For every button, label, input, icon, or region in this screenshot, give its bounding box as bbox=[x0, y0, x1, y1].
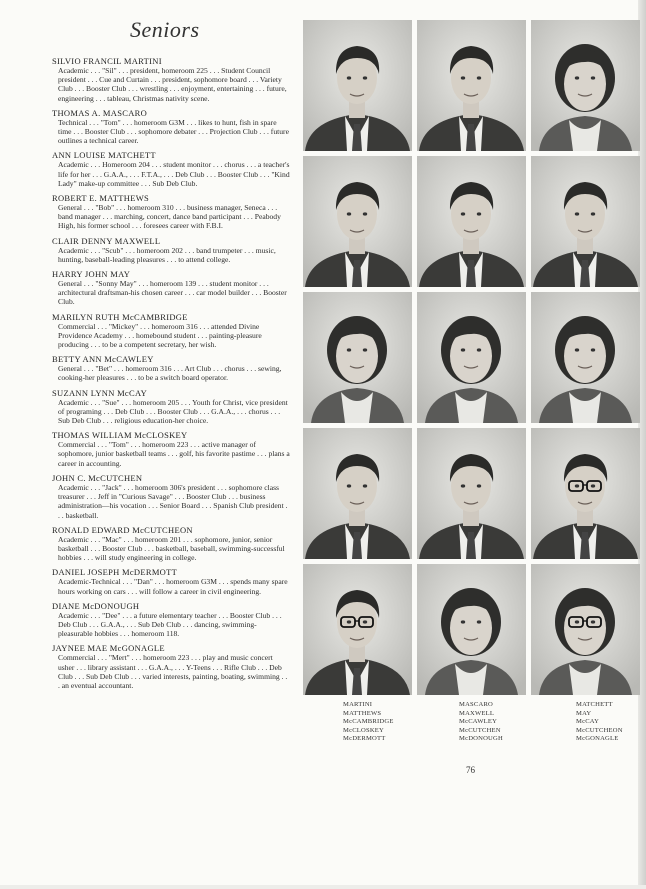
senior-portrait bbox=[417, 20, 526, 151]
senior-bio bbox=[52, 150, 290, 188]
senior-description: Academic . . . Homeroom 204 . . . student monitor . . . chorus . . . a teacher's life for her . . . G.A.A., . . . F.T.A., . . . Deb Club . . . Booster Club . . . "Kind Lady" make-up committee . . . Sub Deb Club. bbox=[58, 160, 290, 188]
senior-portrait bbox=[303, 564, 412, 695]
senior-name: JOHN C. McCUTCHEN bbox=[52, 472, 143, 483]
senior-description: Technical . . . "Tom" . . . homeroom G3M . . . likes to hunt, fish in spare time . . . Booster Club . . . sophomore debater . . . Projection Club . . . future outlines a technical career. bbox=[58, 117, 289, 146]
senior-bio bbox=[52, 525, 290, 563]
senior-bio bbox=[52, 108, 290, 146]
senior-bio bbox=[52, 473, 290, 520]
caption-name: MATTHEWS bbox=[343, 709, 382, 717]
senior-name: MARILYN RUTH McCAMBRIDGE bbox=[52, 311, 188, 322]
senior-name: HARRY JOHN MAY bbox=[52, 269, 131, 280]
senior-description: Commercial . . . "Tom" . . . homeroom 223 . . . active manager of sophomore, junior basketball teams . . . golf, his favorite pastime . . . plans a career in accounting. bbox=[58, 440, 290, 468]
senior-bio bbox=[52, 601, 290, 639]
senior-portrait bbox=[531, 564, 640, 695]
senior-bio bbox=[52, 312, 290, 350]
senior-portrait bbox=[417, 428, 526, 559]
senior-portrait bbox=[531, 20, 640, 151]
caption-column bbox=[576, 701, 646, 744]
senior-portrait bbox=[303, 428, 412, 559]
senior-name: DANIEL JOSEPH McDERMOTT bbox=[52, 567, 178, 578]
photo-grid bbox=[303, 20, 639, 696]
caption-name: MAXWELL bbox=[459, 709, 495, 717]
senior-name: RONALD EDWARD McCUTCHEON bbox=[52, 524, 193, 535]
senior-name: JAYNEE MAE McGONAGLE bbox=[52, 643, 165, 654]
bio-list bbox=[52, 56, 290, 695]
senior-bio bbox=[52, 354, 290, 382]
senior-name: DIANE McDONOUGH bbox=[52, 600, 140, 611]
senior-bio bbox=[52, 56, 290, 103]
senior-description: Academic . . . "Jack" . . . homeroom 306's president . . . sophomore class treasurer . . . Jeff in "Curious Savage" . . . Booster Club . . . business administration—his vocation . . . Senior Board . . . Spanish Club president . . . basketball. bbox=[58, 482, 288, 520]
senior-bio bbox=[52, 236, 290, 264]
senior-description: Academic . . . "Sue" . . . homeroom 205 . . . Youth for Christ, vice president of programing . . . Deb Club . . . Booster Club . . . G.A.A., . . . chorus . . . Sub Deb Club . . . religious education-her choice. bbox=[58, 397, 288, 426]
caption-name: McCLOSKEY bbox=[343, 726, 384, 734]
senior-portrait bbox=[531, 156, 640, 287]
caption-name: McCAWLEY bbox=[459, 718, 498, 726]
senior-portrait bbox=[303, 20, 412, 151]
senior-description: General . . . "Sonny May" . . . homeroom 139 . . . student monitor . . . architectural draftsman-his chosen career . . . car model builder . . . Booster Club. bbox=[58, 279, 287, 307]
senior-portrait bbox=[417, 156, 526, 287]
senior-bio bbox=[52, 430, 290, 468]
senior-name: CLAIR DENNY MAXWELL bbox=[52, 235, 161, 246]
senior-bio bbox=[52, 193, 290, 231]
senior-description: Commercial . . . "Mickey" . . . homeroom 316 . . . attended Divine Providence Academy . . . homebound student . . . painting-pleasure producing . . . to be a competent secretary, her wish. bbox=[58, 321, 262, 350]
caption-name: McGONAGLE bbox=[576, 735, 619, 743]
caption-name: MASCARO bbox=[459, 701, 494, 708]
senior-description: Academic . . . "Sil" . . . president, homeroom 225 . . . Student Council president . . . Cue and Curtain . . . president, sophomore board . . . Variety Club . . . Booster Club . . . wrestling . . . enjoyment, entertaining . . . future, engineering . . . tableau, Christmas nativity scene. bbox=[58, 66, 287, 103]
caption-name: McCAMBRIDGE bbox=[343, 718, 394, 726]
page-number: 76 bbox=[466, 765, 475, 775]
caption-column bbox=[459, 701, 559, 744]
senior-portrait bbox=[531, 292, 640, 423]
senior-description: Commercial . . . "Mert" . . . homeroom 223 . . . play and music concert usher . . . library assistant . . . G.A.A., . . . Y-Teens . . . Rifle Club . . . Deb Club . . . Sub Deb Club . . . varied interests, painting, boating, swimming . . . an eventual accountant. bbox=[58, 653, 288, 690]
senior-name: ROBERT E. MATTHEWS bbox=[52, 193, 150, 204]
senior-description: Academic . . . "Dee" . . . a future elementary teacher . . . Booster Club . . . Deb Club . . . G.A.A., . . . Sub Deb Club . . . dancing, swimming-pleasurable hobbies . . . homeroom 118. bbox=[58, 610, 282, 639]
page-title: Seniors bbox=[130, 17, 200, 42]
caption-name: MARTINI bbox=[343, 701, 373, 708]
caption-name: MATCHETT bbox=[576, 701, 613, 708]
senior-portrait bbox=[531, 428, 640, 559]
senior-name: SUZANN LYNN McCAY bbox=[52, 387, 148, 398]
caption-name: McDONOUGH bbox=[459, 735, 503, 743]
senior-description: General . . . "Bob" . . . homeroom 310 . . . business manager, Seneca . . . band manager . . . marching, concert, dance band participant . . . Peabody High, his former school . . . foresees career with F.B.I. bbox=[58, 203, 281, 231]
senior-name: ANN LOUISE MATCHETT bbox=[52, 150, 156, 161]
senior-portrait bbox=[303, 156, 412, 287]
page-bottom-edge bbox=[0, 885, 646, 889]
senior-portrait bbox=[303, 292, 412, 423]
senior-description: Academic . . . "Scub" . . . homeroom 202 . . . band trumpeter . . . music, hunting, baseball-leading pleasures . . . to attend college. bbox=[58, 245, 276, 264]
senior-bio bbox=[52, 567, 290, 595]
senior-portrait bbox=[417, 564, 526, 695]
senior-name: SILVIO FRANCIL MARTINI bbox=[52, 56, 162, 66]
senior-name: THOMAS WILLIAM McCLOSKEY bbox=[52, 430, 188, 441]
caption-name: McDERMOTT bbox=[343, 735, 386, 743]
senior-description: Academic . . . "Mac" . . . homeroom 201 . . . sophomore, junior, senior basketball . . . Booster Club . . . basketball, baseball, swimming-successful hobbies . . . will study engineering in college. bbox=[58, 534, 285, 563]
senior-bio bbox=[52, 643, 290, 690]
caption-name: McCUTCHEON bbox=[576, 726, 623, 734]
senior-bio bbox=[52, 388, 290, 426]
senior-name: THOMAS A. MASCARO bbox=[52, 107, 148, 118]
senior-bio bbox=[52, 269, 290, 307]
senior-description: Academic-Technical . . . "Dan" . . . homeroom G3M . . . spends many spare hours working on cars . . . will follow a career in civil engineering. bbox=[58, 577, 288, 596]
caption-name: McCUTCHEN bbox=[459, 726, 501, 734]
caption-name: McCAY bbox=[576, 718, 600, 726]
caption-name: MAY bbox=[576, 709, 592, 717]
caption-column bbox=[343, 701, 443, 744]
senior-description: General . . . "Bet" . . . homeroom 316 . . . Art Club . . . chorus . . . sewing, cooking-her pleasures . . . to be a switch board operator. bbox=[58, 364, 282, 383]
senior-portrait bbox=[417, 292, 526, 423]
senior-name: BETTY ANN McCAWLEY bbox=[52, 354, 154, 365]
